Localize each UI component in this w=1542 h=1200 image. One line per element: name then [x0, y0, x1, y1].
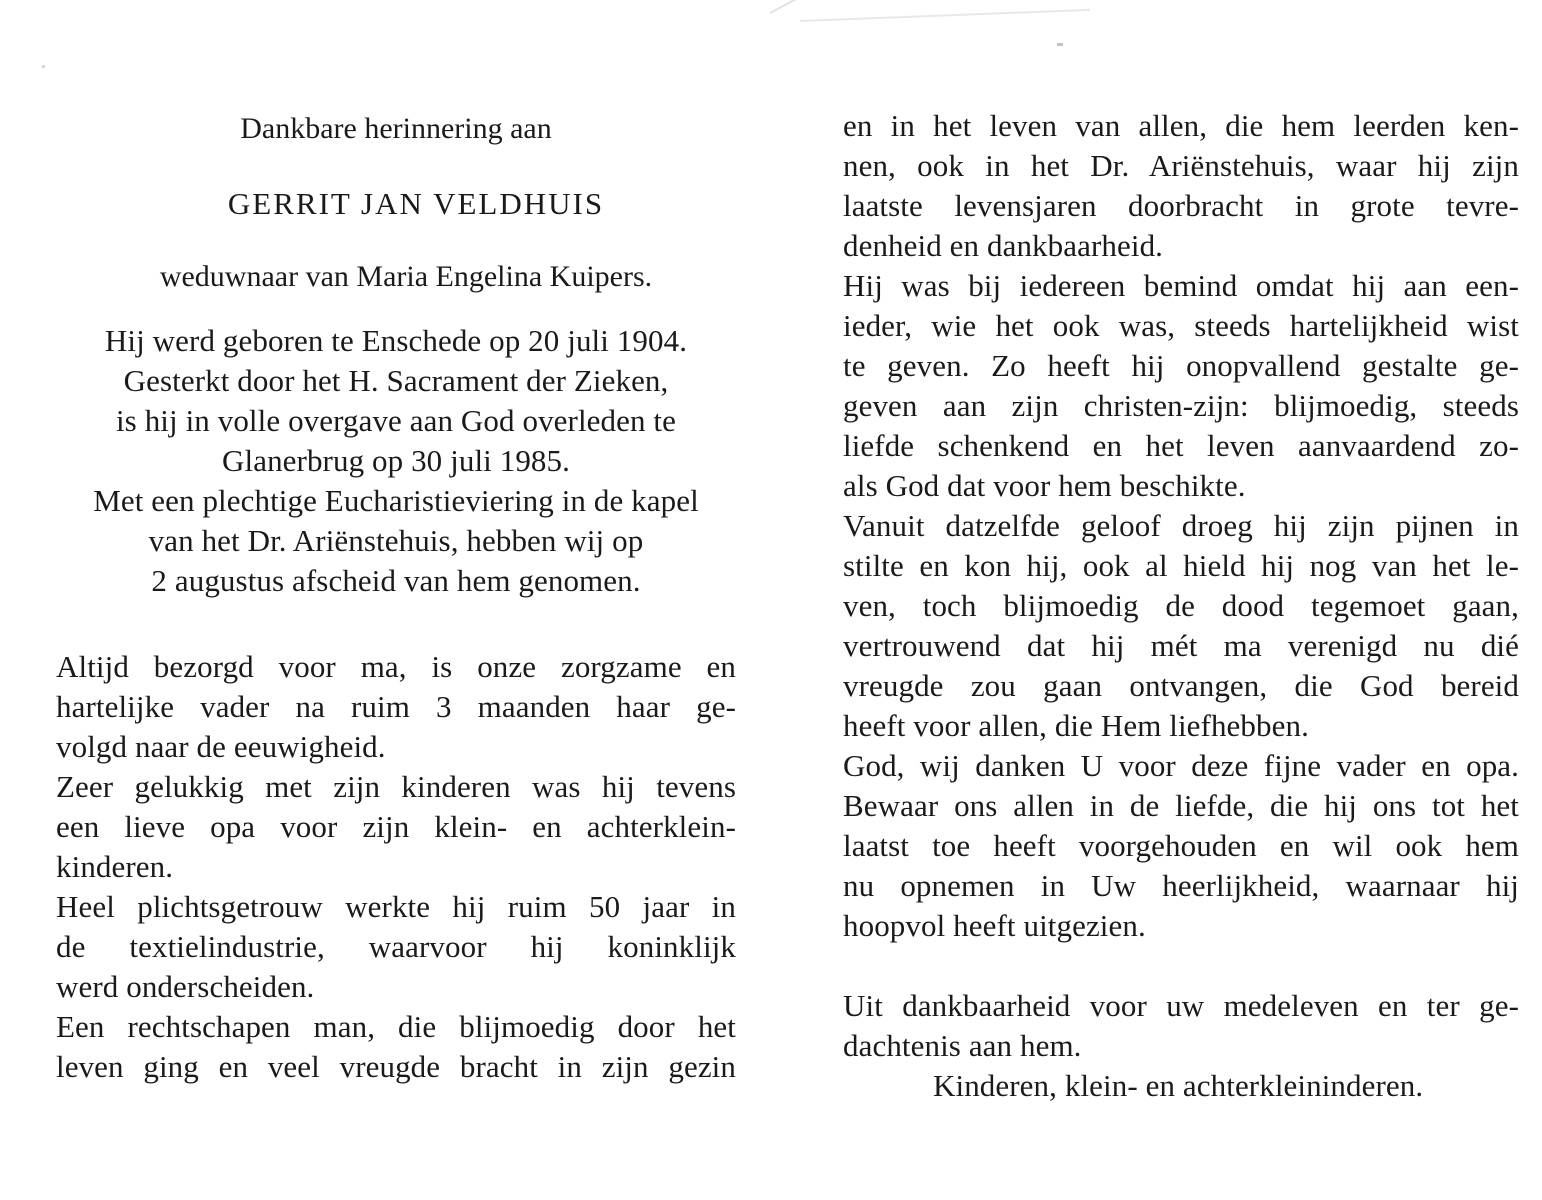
text-line: ieder, wie het ook was, steeds hartelijkheid wist [843, 308, 1519, 343]
closing-paragraph [843, 986, 1519, 1106]
text-line: te geven. Zo heeft hij onopvallend gestalte ge- [843, 348, 1519, 383]
intro-heading: Dankbare herinnering aan [240, 112, 552, 145]
text-line: hoopvol heeft uitgezien. [843, 908, 1146, 943]
text-line: Zeer gelukkig met zijn kinderen was hij tevens [56, 769, 736, 804]
text-line: vertrouwend dat hij mét ma verenigd nu dié [843, 628, 1519, 663]
text-line: God, wij danken U voor deze fijne vader en opa. [843, 748, 1519, 783]
text-line: Hij was bij iedereen bemind omdat hij aan een- [843, 268, 1519, 303]
text-line: kinderen. [56, 849, 174, 884]
text-line: heeft voor allen, die Hem liefhebben. [843, 708, 1309, 743]
deceased-name: GERRIT JAN VELDHUIS [227, 186, 605, 221]
text-line: Uit dankbaarheid voor uw medeleven en ter ge- [843, 988, 1519, 1023]
text-line: Bewaar ons allen in de liefde, die hij ons tot het [843, 788, 1519, 823]
text-line: liefde schenkend en het leven aanvaardend zo- [843, 428, 1519, 463]
scan-artifact [800, 9, 1090, 22]
text-line: geven aan zijn christen-zijn: blijmoedig, steeds [843, 388, 1519, 423]
text-line: en in het leven van allen, die hem leerden ken- [843, 108, 1519, 143]
text-line: Een rechtschapen man, die blijmoedig door het [56, 1009, 736, 1044]
widower-of-line: weduwnaar van Maria Engelina Kuipers. [159, 260, 653, 293]
text-line: Gesterkt door het H. Sacrament der Zieken, [123, 363, 669, 398]
text-line: Met een plechtige Eucharistieviering in de kapel [93, 483, 699, 518]
text-line: de textielindustrie, waarvoor hij koninklijk [56, 929, 736, 964]
text-line: dachtenis aan hem. [843, 1028, 1082, 1063]
tribute-paragraph [56, 647, 736, 1087]
text-line: Vanuit datzelfde geloof droeg hij zijn pijnen in [843, 508, 1519, 543]
scan-artifact [770, 0, 802, 14]
text-line: stilte en kon hij, ook al hield hij nog van het le- [843, 548, 1519, 583]
text-line: Glanerbrug op 30 juli 1985. [222, 443, 570, 478]
text-line: hartelijke vader na ruim 3 maanden haar ge- [56, 689, 736, 724]
text-line: Hij werd geboren te Enschede op 20 juli 1904. [104, 323, 688, 358]
scan-artifact [1057, 43, 1063, 46]
body-paragraph [843, 106, 1519, 946]
text-line: denheid en dankbaarheid. [843, 228, 1164, 263]
text-line: vreugde zou gaan ontvangen, die God bereid [843, 668, 1519, 703]
text-line: Heel plichtsgetrouw werkte hij ruim 50 jaar in [56, 889, 736, 924]
text-line: van het Dr. Ariënstehuis, hebben wij op [148, 523, 644, 558]
text-line: Altijd bezorgd voor ma, is onze zorgzame en [56, 649, 736, 684]
text-line: als God dat voor hem beschikte. [843, 468, 1246, 503]
memorial-card-left-page [56, 100, 736, 1087]
text-line: nen, ook in het Dr. Ariënstehuis, waar hij zijn [843, 148, 1519, 183]
text-line: een lieve opa voor zijn klein- en achterklein- [56, 809, 736, 844]
memorial-card-right-page [843, 100, 1519, 1106]
birth-death-paragraph [56, 321, 736, 601]
text-line: is hij in volle overgave aan God overleden te [115, 403, 677, 438]
scan-artifact [42, 65, 45, 68]
text-line: leven ging en veel vreugde bracht in zijn gezin [56, 1049, 736, 1084]
text-line: 2 augustus afscheid van hem genomen. [151, 563, 641, 598]
text-line: ven, toch blijmoedig de dood tegemoet gaan, [843, 588, 1519, 623]
text-line: laatst toe heeft voorgehouden en wil ook hem [843, 828, 1519, 863]
text-line: volgd naar de eeuwigheid. [56, 729, 386, 764]
text-line: nu opnemen in Uw heerlijkheid, waarnaar hij [843, 868, 1519, 903]
text-line: laatste levensjaren doorbracht in grote tevre- [843, 188, 1519, 223]
family-signature: Kinderen, klein- en achterkleininderen. [933, 1068, 1424, 1103]
text-line: werd onderscheiden. [56, 969, 315, 1004]
